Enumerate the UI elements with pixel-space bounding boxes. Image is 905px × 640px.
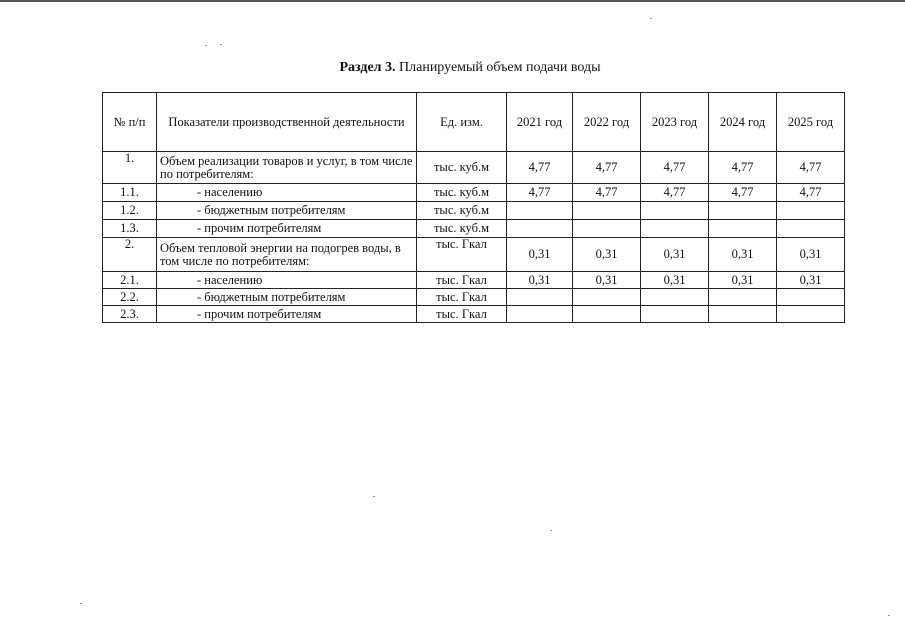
row-value xyxy=(641,220,709,238)
row-unit: тыс. Гкал xyxy=(417,306,507,323)
water-supply-table xyxy=(102,92,845,323)
row-value xyxy=(777,220,845,238)
row-value: 0,31 xyxy=(573,272,641,289)
row-label: Объем тепловой энергии на подогрев воды, в том числе по потребителям: xyxy=(157,238,417,272)
table-row xyxy=(103,272,845,289)
table-row xyxy=(103,306,845,323)
table-row xyxy=(103,289,845,306)
table-row xyxy=(103,202,845,220)
row-value: 0,31 xyxy=(777,238,845,272)
section-title xyxy=(0,60,905,76)
header-year-2021: 2021 год xyxy=(507,93,573,152)
header-num: № п/п xyxy=(103,93,157,152)
row-value: 0,31 xyxy=(777,272,845,289)
row-unit: тыс. куб.м xyxy=(417,220,507,238)
row-label: - населению xyxy=(157,272,417,289)
section-title-text: Планируемый объем подачи воды xyxy=(395,60,601,75)
scan-speck xyxy=(650,18,652,19)
row-value xyxy=(709,289,777,306)
row-num: 1.2. xyxy=(103,202,157,220)
header-year-2022: 2022 год xyxy=(573,93,641,152)
row-label: - прочим потребителям xyxy=(157,220,417,238)
row-unit: тыс. куб.м xyxy=(417,184,507,202)
row-value xyxy=(507,220,573,238)
row-value: 0,31 xyxy=(507,272,573,289)
row-value: 0,31 xyxy=(641,238,709,272)
row-value: 4,77 xyxy=(709,184,777,202)
row-value: 0,31 xyxy=(641,272,709,289)
row-value xyxy=(507,289,573,306)
table-row xyxy=(103,184,845,202)
row-value: 4,77 xyxy=(709,152,777,184)
row-value: 0,31 xyxy=(709,272,777,289)
row-label: - населению xyxy=(157,184,417,202)
row-label: - прочим потребителям xyxy=(157,306,417,323)
row-value xyxy=(641,202,709,220)
section-title-number: Раздел 3. xyxy=(339,60,396,75)
row-value xyxy=(573,202,641,220)
row-unit: тыс. Гкал xyxy=(417,272,507,289)
row-value xyxy=(573,306,641,323)
scan-speck xyxy=(888,615,890,616)
row-value: 4,77 xyxy=(641,152,709,184)
header-year-2023: 2023 год xyxy=(641,93,709,152)
scan-speck xyxy=(220,44,222,45)
row-value xyxy=(573,220,641,238)
header-unit: Ед. изм. xyxy=(417,93,507,152)
row-num: 1. xyxy=(103,152,157,184)
row-value: 4,77 xyxy=(507,152,573,184)
row-value xyxy=(777,202,845,220)
table-row xyxy=(103,152,845,184)
page-top-rule xyxy=(0,0,905,2)
scan-speck xyxy=(80,603,82,604)
row-value: 0,31 xyxy=(507,238,573,272)
row-value: 4,77 xyxy=(777,152,845,184)
header-indicator: Показатели производственной деятельности xyxy=(157,93,417,152)
table-header-row xyxy=(103,93,845,152)
row-num: 2.3. xyxy=(103,306,157,323)
row-value xyxy=(641,289,709,306)
row-value xyxy=(641,306,709,323)
row-value: 4,77 xyxy=(573,184,641,202)
row-value: 0,31 xyxy=(573,238,641,272)
row-label: - бюджетным потребителям xyxy=(157,289,417,306)
row-value xyxy=(709,306,777,323)
table-row xyxy=(103,220,845,238)
row-unit: тыс. Гкал xyxy=(417,289,507,306)
row-value xyxy=(709,202,777,220)
scan-speck xyxy=(550,530,552,531)
row-value xyxy=(573,289,641,306)
row-num: 2.1. xyxy=(103,272,157,289)
row-num: 2.2. xyxy=(103,289,157,306)
header-year-2025: 2025 год xyxy=(777,93,845,152)
row-unit: тыс. куб.м xyxy=(417,152,507,184)
row-unit: тыс. куб.м xyxy=(417,202,507,220)
header-year-2024: 2024 год xyxy=(709,93,777,152)
row-value xyxy=(507,202,573,220)
scan-speck xyxy=(205,45,207,46)
row-num: 2. xyxy=(103,238,157,272)
row-num: 1.3. xyxy=(103,220,157,238)
row-value: 0,31 xyxy=(709,238,777,272)
row-value xyxy=(507,306,573,323)
table-row xyxy=(103,238,845,272)
row-num: 1.1. xyxy=(103,184,157,202)
scan-speck xyxy=(373,496,375,497)
row-unit: тыс. Гкал xyxy=(417,238,507,272)
row-value: 4,77 xyxy=(507,184,573,202)
row-label: - бюджетным потребителям xyxy=(157,202,417,220)
row-value xyxy=(709,220,777,238)
row-value: 4,77 xyxy=(573,152,641,184)
row-value xyxy=(777,306,845,323)
row-label: Объем реализации товаров и услуг, в том числе по потребителям: xyxy=(157,152,417,184)
row-value xyxy=(777,289,845,306)
row-value: 4,77 xyxy=(641,184,709,202)
row-value: 4,77 xyxy=(777,184,845,202)
